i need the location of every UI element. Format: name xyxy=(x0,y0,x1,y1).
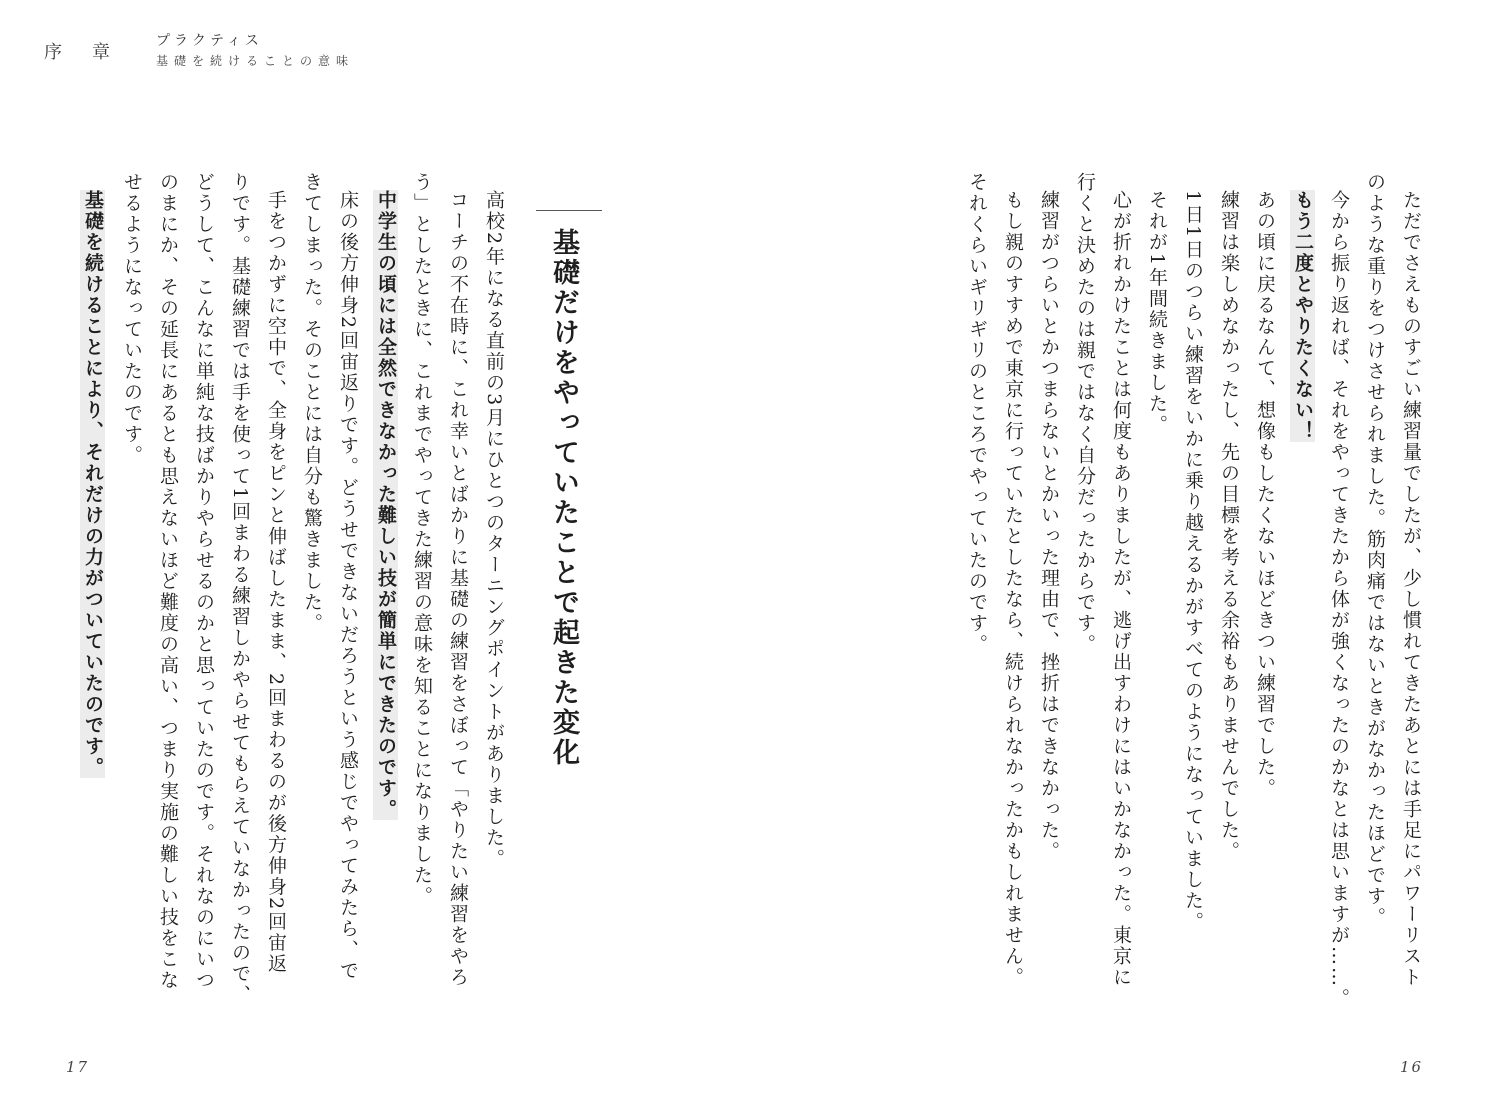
body-column: 心が折れかけたことは何度もありましたが、逃げ出すわけにはいかなかった。東京に xyxy=(1110,190,1132,988)
body-column: りです。基礎練習では手を使って1回まわる練習しかやらせてもらえていなかったので、 xyxy=(229,172,251,1006)
body-column: う」としたときに、これまでやってきた練習の意味を知ることになりました。 xyxy=(411,172,433,907)
page-number: 16 xyxy=(1400,1058,1424,1076)
body-column: どうして、こんなに単純な技ばかりやらせるのかと思っていたのです。それなのにいつ xyxy=(193,172,215,991)
emphasis-column: 中学生の頃には全然できなかった難しい技が簡単にできたのです。 xyxy=(375,190,397,820)
right-page xyxy=(750,0,1500,1104)
chapter-label: 序章 xyxy=(44,42,140,63)
body-column: 行くと決めたのは親ではなく自分だったからです。 xyxy=(1074,172,1096,655)
body-column: 手をつかずに空中で、全身をピンと伸ばしたまま、2回まわるのが後方伸身2回宙返 xyxy=(265,190,287,975)
body-column: 高校2年になる直前の3月にひとつのターニングポイントがありました。 xyxy=(483,190,505,870)
body-column: 今から振り返れば、それをやってきたから体が強くなったのかなとは思いますが……。 xyxy=(1328,190,1350,1009)
heading-rule xyxy=(536,210,602,211)
body-column: あの頃に戻るなんて、想像もしたくないほどきつい練習でした。 xyxy=(1254,190,1276,799)
emphasis-column: 基礎を続けることにより、それだけの力がついていたのです。 xyxy=(82,190,104,778)
chapter-title: プラクティス xyxy=(156,33,263,49)
body-column: せるようになっていたのです。 xyxy=(121,172,143,466)
body-column: それが1年間続きました。 xyxy=(1146,190,1168,436)
section-heading: 基礎だけをやっていたことで起きた変化 xyxy=(548,228,579,768)
body-column: もし親のすすめで東京に行っていたとしたなら、続けられなかったかもしれません。 xyxy=(1002,190,1024,988)
body-column: コーチの不在時に、これ幸いとばかりに基礎の練習をさぼって「やりたい練習をやろ xyxy=(447,190,469,988)
body-column: 1日1日のつらい練習をいかに乗り越えるかがすべてのようになっていました。 xyxy=(1182,190,1204,933)
body-column: ただでさえものすごい練習量でしたが、少し慣れてきたあとには手足にパワーリスト xyxy=(1400,190,1422,988)
body-column: のまにか、その延長にあるとも思えないほど難度の高い、つまり実施の難しい技をこな xyxy=(157,172,179,991)
chapter-subtitle: 基礎を続けることの意味 xyxy=(156,54,355,68)
body-column: それくらいギリギリのところでやっていたのです。 xyxy=(966,172,988,655)
body-column: 練習がつらいとかつまらないとかいった理由で、挫折はできなかった。 xyxy=(1038,190,1060,862)
emphasis-column: もう二度とやりたくない！ xyxy=(1292,190,1314,442)
body-column: のような重りをつけさせられました。筋肉痛ではないときがなかったほどです。 xyxy=(1364,172,1386,928)
page-number: 17 xyxy=(66,1058,90,1076)
body-column: 練習は楽しめなかったし、先の目標を考える余裕もありませんでした。 xyxy=(1218,190,1240,862)
body-column: きてしまった。そのことには自分も驚きました。 xyxy=(301,172,323,634)
body-column: 床の後方伸身2回宙返りです。どうせできないだろうという感じでやってみたら、で xyxy=(337,190,359,982)
